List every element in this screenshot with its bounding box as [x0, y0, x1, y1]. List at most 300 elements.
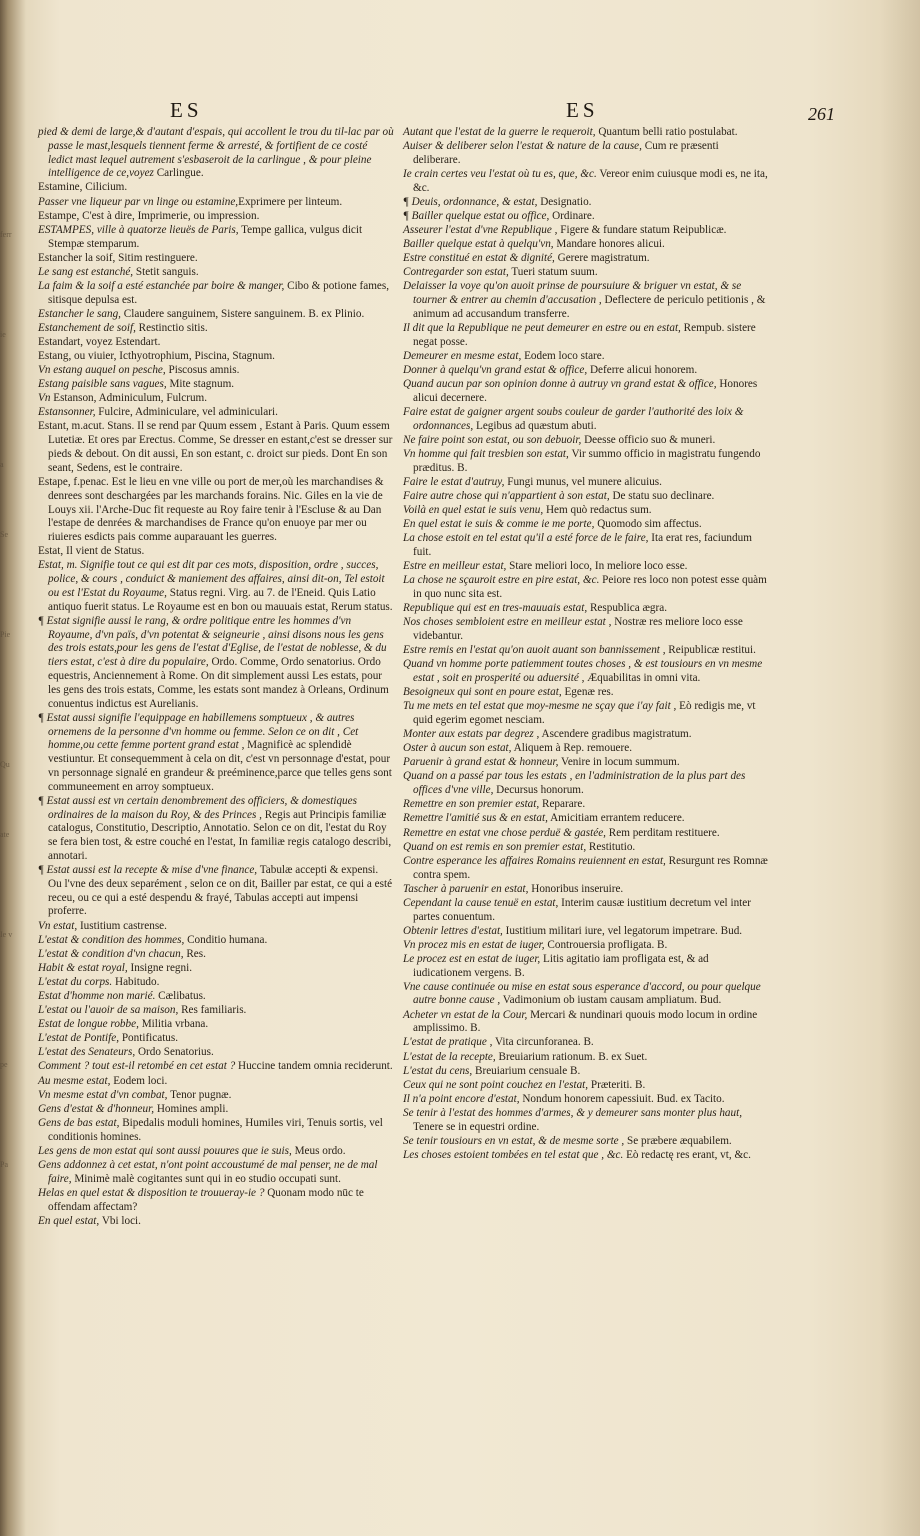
latin-translation: Hem quò redactus sum. — [543, 504, 652, 517]
french-phrase: L'estat ou l'auoir de sa maison, — [38, 1004, 179, 1017]
dictionary-entry — [403, 1107, 768, 1135]
french-phrase: ¶ Estat signifie aussi le rang, & ordre politique entre les hommes d'vn Royaume, d'vn païs, d'vn potentat & seigneurie , ainsi disons nous les gens des trois estats,pour les gens de l'estat d'Eglise, de l'estat de noblesse, & du tiers estat, c'est à dire du populaire, — [38, 614, 387, 669]
right-column — [403, 126, 768, 1163]
latin-translation: Nondum honorem capessiuit. Bud. ex Tacito. — [519, 1092, 725, 1105]
dictionary-entry — [38, 1032, 394, 1046]
latin-translation: Vbi loci. — [99, 1214, 141, 1227]
latin-translation: Status regni. Virg. au 7. de l'Eneid. Quis Latio antiquo fuerit status. Le Royaume est en bon ou mauuais estat, Rerum status. — [48, 586, 393, 613]
french-phrase: Le procez est en estat de iuger, — [403, 952, 541, 965]
latin-translation: Estape, f.penac. Est le lieu en vne ville ou port de mer,où les marchandises & denrees sont deschargées par les marchands forains. Nic. Giles en la vie de Louys xii. l'Arche-Duc fit requeste au Roy faire tenir à l'Escluse & au Dan l'estape de denrées & marchandises de France qu'on enuoye par mer ou riuieres esdicts pais comme auparauant les guerres. — [38, 475, 384, 544]
latin-translation: Restinctio sitis. — [135, 321, 208, 334]
latin-translation: Deflectere de periculo petitionis , & animum ad accusandum transferre. — [413, 294, 766, 321]
latin-translation: Ordo Senatorius. — [135, 1046, 214, 1059]
french-phrase: Remettre en son premier estat, — [403, 798, 540, 811]
dictionary-entry — [403, 1079, 768, 1093]
french-phrase: Faire le estat d'autruy, — [403, 475, 505, 488]
french-phrase: Contregarder son estat, — [403, 266, 509, 279]
french-phrase: L'estat des Senateurs, — [38, 1046, 136, 1059]
french-phrase: Remettre en estat vne chose perduë & gastée, — [403, 826, 606, 839]
dictionary-entry — [38, 559, 394, 614]
dictionary-entry — [38, 280, 394, 308]
dictionary-entry — [38, 181, 394, 195]
french-phrase: Habit & estat royal, — [38, 961, 128, 974]
french-phrase: Vn estat, — [38, 919, 78, 932]
latin-translation: Ordinare. — [549, 209, 595, 222]
dictionary-entry — [403, 855, 768, 883]
dictionary-entry — [403, 827, 768, 841]
dictionary-entry — [38, 378, 394, 392]
dictionary-entry — [403, 770, 768, 798]
dictionary-entry — [403, 322, 768, 350]
latin-translation: Estampe, C'est à dire, Imprimerie, ou impression. — [38, 209, 260, 222]
latin-translation: Estamine, Cilicium. — [38, 181, 128, 194]
latin-translation: Aliquem à Rep. remouere. — [511, 742, 632, 755]
french-phrase: Ie crain certes veu l'estat où tu es, que, &c. — [403, 167, 597, 180]
latin-translation: Bipedalis moduli homines, Humiles viri, Tenuis sortis, vel conditionis homines. — [48, 1116, 383, 1143]
dictionary-entry — [38, 920, 394, 934]
latin-translation: Stare meliori loco, In meliore loco esse. — [506, 560, 688, 573]
dictionary-entry — [403, 1009, 768, 1037]
dictionary-entry — [403, 476, 768, 490]
dictionary-entry — [403, 252, 768, 266]
french-phrase: Comment ? tout est-il retombé en cet estat ? — [38, 1060, 236, 1073]
latin-translation: De statu suo declinare. — [609, 490, 715, 503]
latin-translation: Cibo & potione fames, sitisque depulsa est. — [48, 279, 390, 306]
dictionary-entry — [38, 934, 394, 948]
dictionary-entry — [403, 126, 768, 140]
french-phrase: Estancher le sang, — [38, 307, 121, 320]
french-phrase: En quel estat, — [38, 1214, 100, 1227]
latin-translation: Eò redigis me, vt quid egerim egomet nesciam. — [413, 700, 756, 727]
french-phrase: Monter aux estats par degrez , — [403, 728, 540, 741]
dictionary-entry — [38, 1187, 394, 1215]
french-phrase: Quand vn homme porte patiemment toutes choses , & est tousiours en vn mesme estat , soit en prosperité ou aduersité , — [403, 658, 763, 685]
french-phrase: Contre esperance les affaires Romains reuiennent en estat, — [403, 854, 666, 867]
latin-translation: Figere & fundare statum Reipublicæ. — [557, 224, 727, 237]
latin-translation: Pontificatus. — [119, 1032, 179, 1045]
latin-translation: Vir summo officio in magistratu fungendo præditus. B. — [413, 448, 761, 474]
gutter-fragment: Qu — [0, 760, 10, 769]
dictionary-entry — [38, 990, 394, 1004]
french-phrase: Se tenir tousiours en vn estat, & de mesme sorte , — [403, 1134, 625, 1147]
french-phrase: Oster à aucun son estat, — [403, 742, 512, 755]
french-phrase: L'estat du cens, — [403, 1064, 473, 1077]
dictionary-entry — [38, 864, 394, 919]
french-phrase: La chose ne sçauroit estre en pire estat, &c. — [403, 574, 600, 587]
latin-translation: Eodem loci. — [110, 1074, 168, 1087]
gutter-fragment: pe — [0, 1060, 8, 1069]
french-phrase: Estanchement de soif, — [38, 321, 136, 334]
gutter-fragment: ate — [0, 830, 10, 839]
dictionary-entry — [38, 1145, 394, 1159]
latin-translation: Legibus ad quæstum abuti. — [473, 419, 597, 432]
dictionary-entry — [38, 406, 394, 420]
latin-translation: Fulcire, Adminiculare, vel adminiculari. — [95, 406, 278, 419]
french-phrase: Vn procez mis en estat de iuger, — [403, 938, 545, 951]
dictionary-entry — [403, 616, 768, 644]
dictionary-entry — [403, 238, 768, 252]
latin-translation: Restitutio. — [586, 840, 636, 853]
dictionary-entry — [38, 224, 394, 252]
french-phrase: Tu me mets en tel estat que moy-mesme ne sçay que i'ay fait , — [403, 700, 677, 713]
french-phrase: Autant que l'estat de la guerre le requeroit, — [403, 126, 596, 138]
dictionary-entry — [403, 981, 768, 1009]
french-phrase: Cependant la cause tenuë en estat, — [403, 896, 559, 909]
french-phrase: Paruenir à grand estat & honneur, — [403, 756, 559, 769]
french-phrase: pied & demi de large,& d'autant d'espais, qui accollent le trou du til-lac par où passe le mast,lesquels tiennent ferme & arresté, & fortifient de ce costé ledict mast lequel autrement s'esbaseroit de la carlingue , & pour pleine intelligence de ce,voyez — [38, 126, 394, 180]
french-phrase: Voilà en quel estat ie suis venu, — [403, 504, 544, 517]
dictionary-entry — [38, 266, 394, 280]
dictionary-entry — [38, 615, 394, 712]
dictionary-entry — [403, 1093, 768, 1107]
latin-translation: Cum re præsenti deliberare. — [413, 140, 719, 166]
french-phrase: Demeurer en mesme estat, — [403, 350, 522, 363]
dictionary-entry — [403, 1135, 768, 1149]
latin-translation: Res. — [183, 947, 206, 960]
latin-translation: Designatio. — [537, 195, 592, 208]
latin-translation: Rempub. sistere negat posse. — [413, 322, 756, 348]
french-phrase: Quand aucun par son opinion donne à autruy vn grand estat & office, — [403, 378, 717, 391]
french-phrase: Les gens de mon estat qui sont aussi pouures que ie suis, — [38, 1144, 292, 1157]
latin-translation: Carlingue. — [153, 167, 204, 180]
latin-translation: Mercari & nundinari quouis modo locum in ordine amplissimo. B. — [413, 1008, 758, 1035]
latin-translation: Iustitium castrense. — [77, 919, 167, 932]
latin-translation: Reipublicæ restitui. — [665, 644, 756, 657]
latin-translation: Estanson, Adminiculum, Fulcrum. — [50, 392, 208, 405]
dictionary-entry — [403, 532, 768, 560]
dictionary-entry — [403, 939, 768, 953]
gutter-fragment: ie — [0, 330, 6, 339]
french-phrase: ¶ Estat aussi signifie l'equippage en habillemens somptueux , & autres ornemens de la personne d'vn homme ou femme. Selon ce on dit , Cet homme,ou cette femme portent grand estat , — [38, 711, 359, 752]
french-phrase: Auiser & deliberer selon l'estat & nature de la cause, — [403, 140, 642, 153]
french-phrase: L'estat de pratique , — [403, 1036, 493, 1049]
latin-translation: Ascendere gradibus magistratum. — [539, 728, 692, 741]
dictionary-entry — [38, 1103, 394, 1117]
french-phrase: Vn mesme estat d'vn combat, — [38, 1088, 168, 1101]
dictionary-entry — [38, 976, 394, 990]
latin-translation: Vita circunforanea. B. — [492, 1036, 594, 1049]
latin-translation: Præteriti. B. — [588, 1078, 646, 1091]
french-phrase: Remettre l'amitié sus & en estat, — [403, 812, 548, 825]
dictionary-entry — [403, 378, 768, 406]
dictionary-entry — [403, 756, 768, 770]
french-phrase: Se tenir à l'estat des hommes d'armes, & y demeurer sans monter plus haut, — [403, 1106, 743, 1119]
latin-translation: Huccine tandem omnia reciderunt. — [235, 1060, 393, 1073]
dictionary-entry — [403, 953, 768, 981]
latin-translation: Estat, Il vient de Status. — [38, 545, 145, 558]
dictionary-entry — [403, 490, 768, 504]
latin-translation: Vereor enim cuiusque modi es, ne ita, &c. — [413, 167, 768, 194]
latin-translation: Habitudo. — [112, 975, 160, 988]
french-phrase: L'estat de Pontife, — [38, 1032, 120, 1045]
latin-translation: Tempe gallica, vulgus dicit Stempæ stemparum. — [48, 223, 363, 250]
latin-translation: Piscosus amnis. — [165, 364, 240, 377]
french-phrase: Il dit que la Republique ne peut demeurer en estre ou en estat, — [403, 322, 681, 335]
french-phrase: Quand on a passé par tous les estats , en l'administration de la plus part des offices d'vne ville, — [403, 770, 746, 797]
french-phrase: Asseurer l'estat d'vne Republique , — [403, 224, 558, 237]
latin-translation: Militia vrbana. — [138, 1018, 209, 1031]
french-phrase: L'estat & condition d'vn chacun, — [38, 947, 184, 960]
latin-translation: Amicitiam errantem reducere. — [547, 812, 685, 825]
dictionary-entry — [38, 545, 394, 559]
latin-translation: Stetit sanguis. — [133, 265, 199, 278]
latin-translation: Controuersia profligata. B. — [544, 938, 668, 951]
french-phrase: La chose estoit en tel estat qu'il a esté force de le faire, — [403, 532, 649, 545]
dictionary-entry — [403, 1036, 768, 1050]
dictionary-entry — [403, 434, 768, 448]
latin-translation: Tueri statum suum. — [508, 266, 598, 279]
latin-translation: Vadimonium ob iustam causam ampliatum. Bud. — [500, 994, 722, 1007]
french-phrase: Republique qui est en tres-mauuais estat, — [403, 602, 588, 615]
latin-translation: Tenere se in equestri ordine. — [413, 1120, 540, 1133]
gutter-fragment: Se — [0, 530, 8, 539]
dictionary-entry — [38, 1046, 394, 1060]
dictionary-entry — [403, 448, 768, 476]
dictionary-entry — [403, 350, 768, 364]
dictionary-entry — [38, 1117, 394, 1145]
french-phrase: ¶ Deuis, ordonnance, & estat, — [403, 195, 538, 208]
dictionary-entry — [403, 658, 768, 686]
dictionary-entry — [403, 1065, 768, 1079]
french-phrase: Besoigneux qui sont en poure estat, — [403, 686, 562, 699]
french-phrase: Les choses estoient tombées en tel estat que , &c. — [403, 1148, 624, 1161]
latin-translation: Deesse officio suo & muneri. — [581, 433, 716, 446]
french-phrase: L'estat de la recepte, — [403, 1050, 496, 1063]
latin-translation: Minimè malè cogitantes sunt qui in eo studio occupati sunt. — [71, 1172, 341, 1185]
french-phrase: Vn — [38, 392, 51, 405]
french-phrase: Estansonner, — [38, 406, 96, 419]
latin-translation: Honoribus inseruire. — [528, 882, 624, 895]
dictionary-entry — [38, 420, 394, 475]
latin-translation: Eò redactę res erant, vt, &c. — [623, 1148, 751, 1161]
latin-translation: Exprimere per linteum. — [238, 195, 343, 208]
dictionary-entry — [403, 210, 768, 224]
gutter-fragment: ferr — [0, 230, 12, 239]
french-phrase: Passer vne liqueur par vn linge ou estamine, — [38, 195, 239, 208]
french-phrase: Estre remis en l'estat qu'on auoit auant son bannissement , — [403, 644, 666, 657]
french-phrase: Quand on est remis en son premier estat, — [403, 840, 587, 853]
dictionary-entry — [38, 252, 394, 266]
latin-translation: Tenor pugnæ. — [167, 1088, 232, 1101]
latin-translation: Breuiarium censuale B. — [472, 1064, 581, 1077]
latin-translation: Magnificè ac splendidè vestiuntur. Et consequemment à cela on dit, c'est vn personnage d'estat, pour vn personnage signalé en grandeur & preéminence,parce que telles gens sont communeement en arroy somptueux. — [48, 739, 392, 793]
latin-translation: Regis aut Principis familiæ catalogus, Constitutio, Descriptio, Annotatio. Selon ce on dit, l'estat du Roy se fera bien tost, & estre couché en l'estat, In familiæ regis catalogo describi, annotari. — [48, 808, 392, 862]
french-phrase: ¶ Estat aussi est la recepte & mise d'vne finance, — [38, 864, 258, 877]
french-phrase: Gens addonnez à cet estat, n'ont point accoustumé de mal penser, ne de mal faire, — [38, 1158, 378, 1185]
running-head-left: ES — [170, 98, 203, 122]
latin-translation: Litis agitatio iam profligata est, & ad iudicationem vergens. B. — [413, 952, 709, 979]
dictionary-entry — [403, 798, 768, 812]
dictionary-entry — [403, 925, 768, 939]
latin-translation: Cælibatus. — [155, 990, 206, 1003]
page-edge-shadow — [880, 0, 920, 1536]
dictionary-entry — [403, 224, 768, 238]
dictionary-entry — [403, 897, 768, 925]
dictionary-entry — [38, 962, 394, 976]
dictionary-entry — [403, 196, 768, 210]
latin-translation: Tabulæ accepti & expensi. Ou l'vne des deux separément , selon ce on dit, Bailler par estat, ce qui a esté receu, ou ce qui a esté despendu & frayé, Tabulas accepti aut impensi proferre. — [48, 864, 393, 918]
french-phrase: Gens de bas estat, — [38, 1116, 120, 1129]
french-phrase: Obtenir lettres d'estat, — [403, 924, 503, 937]
page-number: 261 — [808, 104, 835, 124]
latin-translation: Fungi munus, vel munere alicuius. — [504, 475, 662, 488]
latin-translation: Reparare. — [539, 798, 586, 811]
dictionary-entry — [403, 406, 768, 434]
french-phrase: Vne cause continuée ou mise en estat sous esperance d'accord, ou pour quelque autre bonne cause , — [403, 980, 761, 1007]
gutter-fragment: a — [0, 460, 4, 469]
latin-translation: Mite stagnum. — [166, 378, 235, 391]
french-phrase: Le sang est estanché, — [38, 265, 134, 278]
dictionary-entry — [403, 504, 768, 518]
french-phrase: ESTAMPES, ville à quatorze lieuës de Paris, — [38, 223, 239, 236]
french-phrase: L'estat du corps. — [38, 975, 113, 988]
dictionary-entry — [403, 728, 768, 742]
latin-translation: Resurgunt res Romnæ contra spem. — [413, 854, 768, 881]
running-head-right: ES — [566, 98, 599, 122]
dictionary-entry — [403, 1051, 768, 1065]
dictionary-entry — [38, 308, 394, 322]
dictionary-entry — [403, 602, 768, 616]
dictionary-entry — [403, 841, 768, 855]
french-phrase: Nos choses sembloient estre en meilleur estat , — [403, 616, 612, 629]
dictionary-entry — [403, 812, 768, 826]
french-phrase: La faim & la soif a esté estanchée par boire & manger, — [38, 279, 285, 292]
french-phrase: Ceux qui ne sont point couchez en l'estat, — [403, 1078, 589, 1091]
dictionary-entry — [403, 1149, 768, 1163]
dictionary-entry — [38, 1089, 394, 1103]
dictionary-entry — [38, 1159, 394, 1187]
french-phrase: Faire estat de gaigner argent soubs couleur de garder l'authorité des loix & ordonnances, — [403, 406, 744, 432]
dictionary-entry — [38, 1075, 394, 1089]
dictionary-entry — [38, 336, 394, 350]
gutter-fragment: Pa — [0, 1160, 8, 1169]
dictionary-entry — [38, 476, 394, 545]
dictionary-entry — [403, 700, 768, 728]
dictionary-entry — [38, 196, 394, 210]
dictionary-entry — [403, 883, 768, 897]
dictionary-entry — [38, 392, 394, 406]
french-phrase: Estat d'homme non marié. — [38, 990, 156, 1003]
latin-translation: Honores alicui decernere. — [413, 378, 758, 404]
french-phrase: Estre constitué en estat & dignité, — [403, 252, 555, 265]
latin-translation: Ita erat res, faciundum fuit. — [413, 532, 752, 559]
french-phrase: Tascher à paruenir en estat, — [403, 882, 529, 895]
dictionary-entry — [38, 350, 394, 364]
latin-translation: Peiore res loco non potest esse quàm in quo nunc sita est. — [413, 574, 767, 601]
latin-translation: Conditio humana. — [184, 933, 268, 946]
dictionary-entry — [38, 126, 394, 181]
dictionary-entry — [38, 948, 394, 962]
dictionary-entry — [38, 795, 394, 864]
dictionary-entry — [38, 1215, 394, 1229]
latin-translation: Decursus honorum. — [493, 784, 584, 797]
french-phrase: Au mesme estat, — [38, 1074, 111, 1087]
latin-translation: Meus ordo. — [291, 1144, 346, 1157]
latin-translation: Æquabilitas in omni vita. — [584, 672, 701, 685]
french-phrase: Vn homme qui fait tresbien son estat, — [403, 448, 569, 461]
french-phrase: Estat de longue robbe, — [38, 1018, 139, 1031]
dictionary-entry — [403, 742, 768, 756]
latin-translation: Estang, ou viuier, Icthyotrophium, Piscina, Stagnum. — [38, 350, 275, 363]
dictionary-entry — [403, 560, 768, 574]
dictionary-entry — [38, 712, 394, 795]
french-phrase: Estre en meilleur estat, — [403, 560, 507, 573]
latin-translation: Homines ampli. — [154, 1102, 229, 1115]
french-phrase: ¶ Estat aussi est vn certain denombrement des officiers, & domestiques ordinaires de la maison du Roy, & des Princes , — [38, 794, 357, 821]
dictionary-entry — [38, 1060, 394, 1074]
latin-translation: Iustitium militari iure, vel legatorum impetrare. Bud. — [502, 924, 743, 937]
french-phrase: Ne faire point son estat, ou son debuoir, — [403, 433, 582, 446]
french-phrase: Delaisser la voye qu'on auoit prinse de poursuiure & briguer vn estat, & se tourner & entrer au chemin d'accusation , — [403, 280, 742, 307]
dictionary-entry — [403, 364, 768, 378]
previous-page-gutter — [0, 120, 22, 1370]
gutter-fragment: Pie — [0, 630, 11, 639]
dictionary-entry — [38, 1004, 394, 1018]
french-phrase: Helas en quel estat & disposition te trouueray-ie ? — [38, 1186, 265, 1199]
latin-translation: Eodem loco stare. — [521, 350, 605, 363]
dictionary-entry — [403, 686, 768, 700]
dictionary-entry — [403, 140, 768, 168]
french-phrase: Vn estang auquel on pesche, — [38, 364, 166, 377]
dictionary-entry — [403, 518, 768, 532]
dictionary-entry — [38, 210, 394, 224]
left-column — [38, 126, 394, 1229]
french-phrase: Donner à quelqu'vn grand estat & office, — [403, 364, 588, 377]
latin-translation: Insigne regni. — [127, 961, 193, 974]
dictionary-entry — [403, 266, 768, 280]
latin-translation: Res familiaris. — [178, 1004, 247, 1017]
french-phrase: Estat, m. Signifie tout ce qui est dit par ces mots, disposition, ordre , succes, police, & cours , conduict & maniement des affaires, ainsi dit-on, Tel estoit ou est l'Estat du Royaume, — [38, 559, 385, 599]
french-phrase: Il n'a point encore d'estat, — [403, 1092, 520, 1105]
latin-translation: Nostræ res meliore loco esse videbantur. — [413, 616, 743, 643]
latin-translation: Quonam modo nūc te offendam affectam? — [48, 1186, 364, 1213]
dictionary-entry — [38, 364, 394, 378]
latin-translation: Gerere magistratum. — [554, 252, 650, 265]
latin-translation: Claudere sanguinem, Sistere sanguinem. B. ex Plinio. — [120, 307, 365, 320]
french-phrase: Gens d'estat & d'honneur, — [38, 1102, 155, 1115]
french-phrase: Faire autre chose qui n'appartient à son estat, — [403, 490, 610, 503]
latin-translation: Quomodo sim affectus. — [594, 518, 702, 531]
dictionary-entry — [38, 322, 394, 336]
french-phrase: L'estat & condition des hommes, — [38, 933, 185, 946]
dictionary-entry — [403, 280, 768, 321]
latin-translation: Quantum belli ratio postulabat. — [595, 126, 738, 138]
latin-translation: Interim causæ iustitium decretum vel inter partes conuentum. — [413, 896, 751, 923]
latin-translation: Estandart, voyez Estendart. — [38, 335, 161, 348]
latin-translation: Respublica ægra. — [587, 602, 668, 615]
french-phrase: Bailler quelque estat à quelqu'vn, — [403, 238, 554, 251]
french-phrase: ¶ Bailler quelque estat ou office, — [403, 209, 550, 222]
dictionary-entry — [403, 574, 768, 602]
gutter-fragment: Ie v — [0, 930, 13, 939]
latin-translation: Venire in locum summum. — [558, 756, 680, 769]
latin-translation: Egenæ res. — [561, 686, 614, 699]
french-phrase: Acheter vn estat de la Cour, — [403, 1008, 528, 1021]
dictionary-entry — [403, 168, 768, 196]
latin-translation: Mandare honores alicui. — [553, 238, 665, 251]
french-phrase: En quel estat ie suis & comme ie me porte, — [403, 518, 595, 531]
latin-translation: Deferre alicui honorem. — [587, 364, 698, 377]
dictionary-entry — [403, 644, 768, 658]
latin-translation: Rem perditam restituere. — [605, 826, 720, 839]
dictionary-entry — [38, 1018, 394, 1032]
french-phrase: Estang paisible sans vagues, — [38, 378, 167, 391]
latin-translation: Estant, m.acut. Stans. Il se rend par Quum essem , Estant à Paris. Quum essem Lutetiæ. Et ores par Erectus. Comme, Se dresser en estant,c'est se dresser sur pieds & debout. On dit aussi, En son estant, c. droict sur pieds. Dont En son seant, Sedens, est le contraire. — [38, 420, 393, 474]
latin-translation: Se præbere æquabilem. — [624, 1134, 732, 1147]
latin-translation: Estancher la soif, Sitim restinguere. — [38, 251, 198, 264]
latin-translation: Ordo. Comme, Ordo senatorius. Ordo equestris, Anciennement à Rome. On dit simplement aussi Les estats, pour les gens des trois estats, Comme, les estats sont mandez à Orleans, Ordinum conuentus indictus est Aurelianis. — [48, 656, 389, 710]
latin-translation: Breuiarium rationum. B. ex Suet. — [495, 1050, 648, 1063]
